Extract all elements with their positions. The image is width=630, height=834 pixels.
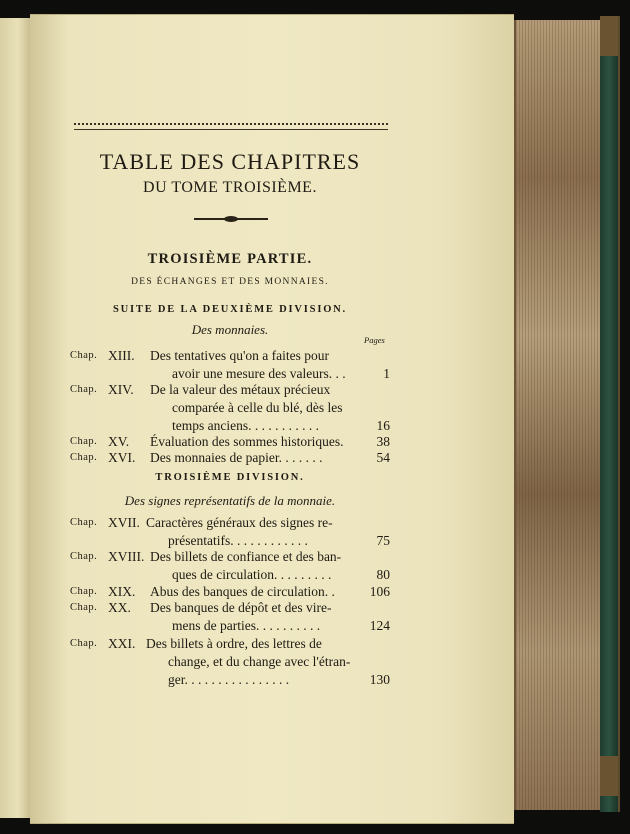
page-number: 1	[383, 366, 390, 381]
chapter-number: XVIII.	[108, 549, 145, 564]
page-subtitle: DU TOME TROISIÈME.	[143, 179, 317, 196]
chapter-title-line: Des tentatives qu'on a faites pour	[150, 348, 330, 363]
chapter-title-line: Des monnaies de papier. . . . . . .	[150, 450, 323, 465]
toc-entry	[70, 514, 390, 550]
cover-corner-bottom	[600, 756, 618, 796]
section-heading-1: SUITE DE LA DEUXIÈME DIVISION.	[112, 304, 347, 315]
right-page	[30, 14, 514, 824]
chapter-title-line: mens de parties. . . . . . . . . .	[172, 618, 321, 633]
left-page-edge	[0, 18, 31, 818]
chapter-label: Chap.	[70, 350, 98, 361]
chapter-title-line: temps anciens. . . . . . . . . . .	[172, 418, 319, 433]
chapter-title-line: change, et du change avec l'étran-	[168, 654, 351, 669]
page-edges	[514, 20, 602, 810]
toc-entry	[70, 635, 390, 689]
chapter-number: XIX.	[108, 584, 136, 599]
chapter-number: XX.	[108, 600, 131, 615]
chapter-title-line: comparée à celle du blé, dès les	[172, 400, 343, 415]
chapter-number: XIII.	[108, 348, 135, 363]
top-rule	[74, 123, 388, 130]
page-number: 54	[376, 450, 390, 465]
chapter-label: Chap.	[70, 384, 98, 395]
page-number: 130	[369, 672, 390, 687]
part-heading: TROISIÈME PARTIE.	[147, 251, 313, 267]
toc-entry	[70, 381, 390, 435]
page-number: 124	[369, 618, 390, 633]
page-number: 16	[376, 418, 390, 433]
chapter-title-line: De la valeur des métaux précieux	[150, 382, 331, 397]
ornament-divider	[194, 217, 268, 221]
chapter-number: XVII.	[108, 515, 140, 530]
subsection-heading-1: Des monnaies.	[191, 322, 269, 337]
chapter-title-line: présentatifs. . . . . . . . . . . .	[168, 533, 308, 548]
chapter-number: XV.	[108, 434, 130, 449]
chapter-title-line: ques de circulation. . . . . . . . .	[172, 567, 332, 582]
chapter-title-line: ger. . . . . . . . . . . . . . . .	[168, 672, 290, 687]
chapter-label: Chap.	[70, 551, 98, 562]
subsection-heading-2: Des signes représentatifs de la monnaie.	[124, 493, 336, 508]
chapter-title-line: Abus des banques de circulation. .	[150, 584, 335, 599]
book-cover	[600, 16, 620, 812]
chapter-label: Chap.	[70, 602, 98, 613]
chapter-title-line: Évaluation des sommes historiques.	[150, 434, 344, 449]
page-number: 75	[376, 533, 390, 548]
section-heading-2: TROISIÈME DIVISION.	[155, 472, 305, 483]
chapter-number: XVI.	[108, 450, 136, 465]
chapter-title-line: Des billets de confiance et des ban-	[150, 549, 342, 564]
part-subheading: DES ÉCHANGES ET DES MONNAIES.	[131, 277, 329, 287]
chapter-label: Chap.	[70, 517, 98, 528]
chapter-label: Chap.	[70, 586, 98, 597]
toc-entry	[70, 548, 390, 584]
toc-entry	[70, 449, 390, 467]
page-number: 80	[376, 567, 390, 582]
page-number: 38	[376, 434, 390, 449]
chapter-title-line: avoir une mesure des valeurs. . .	[172, 366, 346, 381]
chapter-number: XIV.	[108, 382, 134, 397]
chapter-label: Chap.	[70, 638, 98, 649]
chapter-label: Chap.	[70, 436, 98, 447]
chapter-title-line: Des banques de dépôt et des vire-	[150, 600, 332, 615]
chapter-label: Chap.	[70, 452, 98, 463]
pages-label: Pages	[364, 335, 385, 345]
page-number: 106	[369, 584, 390, 599]
page-title: TABLE DES CHAPITRES	[99, 149, 361, 174]
cover-corner-top	[600, 16, 618, 56]
toc-entry	[70, 599, 390, 635]
chapter-number: XXI.	[108, 636, 136, 651]
toc-entry	[70, 347, 390, 383]
chapter-title-line: Caractères généraux des signes re-	[146, 515, 333, 530]
chapter-title-line: Des billets à ordre, des lettres de	[146, 636, 322, 651]
